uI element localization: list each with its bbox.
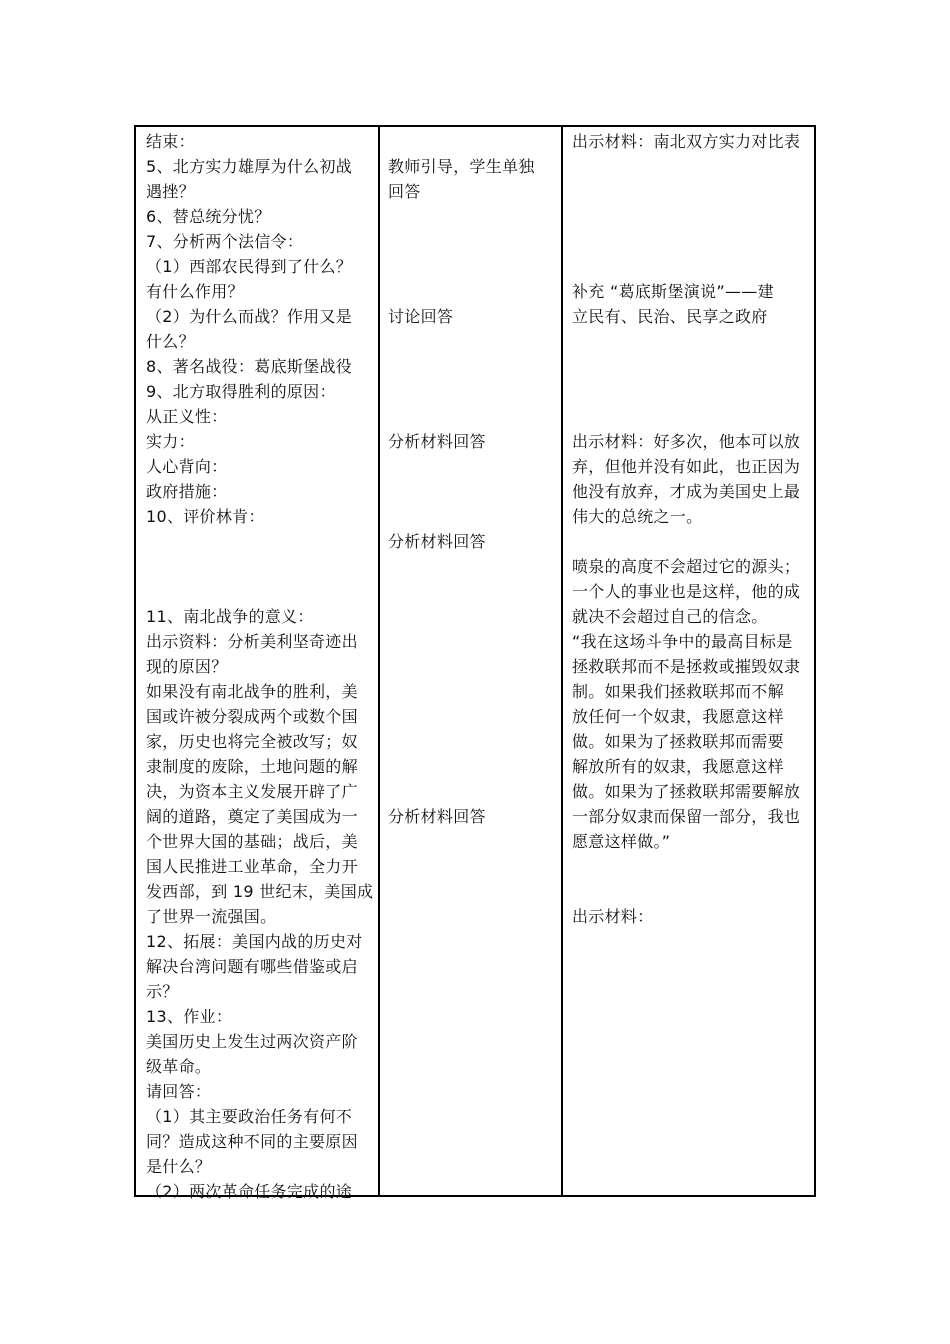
material-line: 立民有、民治、民享之政府 [572,307,768,326]
content-line: 12、拓展：美国内战的历史对 [146,932,363,951]
activity-line: 分析材料回答 [388,807,486,826]
content-line: 遇挫？ [146,182,195,201]
content-line: 如果没有南北战争的胜利，美 [146,682,358,701]
content-line: 10、评价林肯： [146,507,265,526]
content-line: 美国历史上发生过两次资产阶 [146,1032,358,1051]
column-divider [378,127,380,1195]
activity-line: 讨论回答 [388,307,454,326]
content-line: 9、北方取得胜利的原因： [146,382,336,401]
material-line: 弃，但他并没有如此，也正因为 [572,457,801,476]
material-line: 解放所有的奴隶，我愿意这样 [572,757,784,776]
material-line: 出示材料：好多次，他本可以放 [572,432,801,451]
content-line: 个世界大国的基础；战后，美 [146,832,358,851]
content-line: 实力： [146,432,195,451]
material-line: 补充 “葛底斯堡演说”——建 [572,282,774,301]
material-line: 做。如果为了拯救联邦需要解放 [572,782,801,801]
content-line: 出示资料：分析美利坚奇迹出 [146,632,358,651]
material-line: 就决不会超过自己的信念。 [572,607,768,626]
content-line: 家，历史也将完全被改写；奴 [146,732,358,751]
column-divider [561,127,563,1195]
content-line: （2）两次革命任务完成的途 [146,1182,353,1201]
content-line: 决，为资本主义发展开辟了广 [146,782,358,801]
content-line: （1）其主要政治任务有何不 [146,1107,353,1126]
content-line: 13、作业： [146,1007,233,1026]
content-line: 示？ [146,982,179,1001]
content-line: 6、替总统分忧？ [146,207,271,226]
content-line: 8、著名战役：葛底斯堡战役 [146,357,353,376]
activity-line: 回答 [388,182,421,201]
material-line: 拯救联邦而不是拯救或摧毁奴隶 [572,657,801,676]
material-line: 出示材料：南北双方实力对比表 [572,132,801,151]
activity-line: 分析材料回答 [388,432,486,451]
content-line: 隶制度的废除，土地问题的解 [146,757,358,776]
content-line: 阔的道路，奠定了美国成为一 [146,807,358,826]
content-line: 国人民推进工业革命，全力开 [146,857,358,876]
content-line: 结束： [146,132,195,151]
material-line: 伟大的总统之一。 [572,507,703,526]
content-line: 7、分析两个法信令： [146,232,304,251]
content-line: 人心背向： [146,457,228,476]
material-line: 他没有放弃，才成为美国史上最 [572,482,801,501]
content-line: （2）为什么而战？作用又是 [146,307,353,326]
content-line: 国或许被分裂成两个或数个国 [146,707,358,726]
material-line: 一部分奴隶而保留一部分，我也 [572,807,801,826]
content-line: 11、南北战争的意义： [146,607,314,626]
content-line: 发西部，到 19 世纪末，美国成 [146,882,374,901]
content-line: 级革命。 [146,1057,212,1076]
activity-line: 分析材料回答 [388,532,486,551]
material-line: 出示材料： [572,907,654,926]
content-line: 从正义性： [146,407,228,426]
content-line: 5、北方实力雄厚为什么初战 [146,157,353,176]
content-line: 了世界一流强国。 [146,907,277,926]
material-line: 愿意这样做。” [572,832,671,851]
material-line: 做。如果为了拯救联邦而需要 [572,732,784,751]
lesson-plan-table [134,125,816,1201]
content-line: （1）西部农民得到了什么？ [146,257,353,276]
material-line: 放任何一个奴隶，我愿意这样 [572,707,784,726]
material-line: 喷泉的高度不会超过它的源头； [572,557,801,576]
content-line: 是什么？ [146,1157,212,1176]
content-line: 政府措施： [146,482,228,501]
content-line: 有什么作用？ [146,282,244,301]
activity-line: 教师引导，学生单独 [388,157,535,176]
material-line: “我在这场斗争中的最高目标是 [572,632,793,651]
content-line: 现的原因？ [146,657,228,676]
material-line: 一个人的事业也是这样，他的成 [572,582,801,601]
content-line: 请回答： [146,1082,212,1101]
content-line: 什么？ [146,332,195,351]
material-line: 制。如果我们拯救联邦而不解 [572,682,784,701]
content-line: 解决台湾问题有哪些借鉴或启 [146,957,358,976]
content-line: 同？造成这种不同的主要原因 [146,1132,358,1151]
